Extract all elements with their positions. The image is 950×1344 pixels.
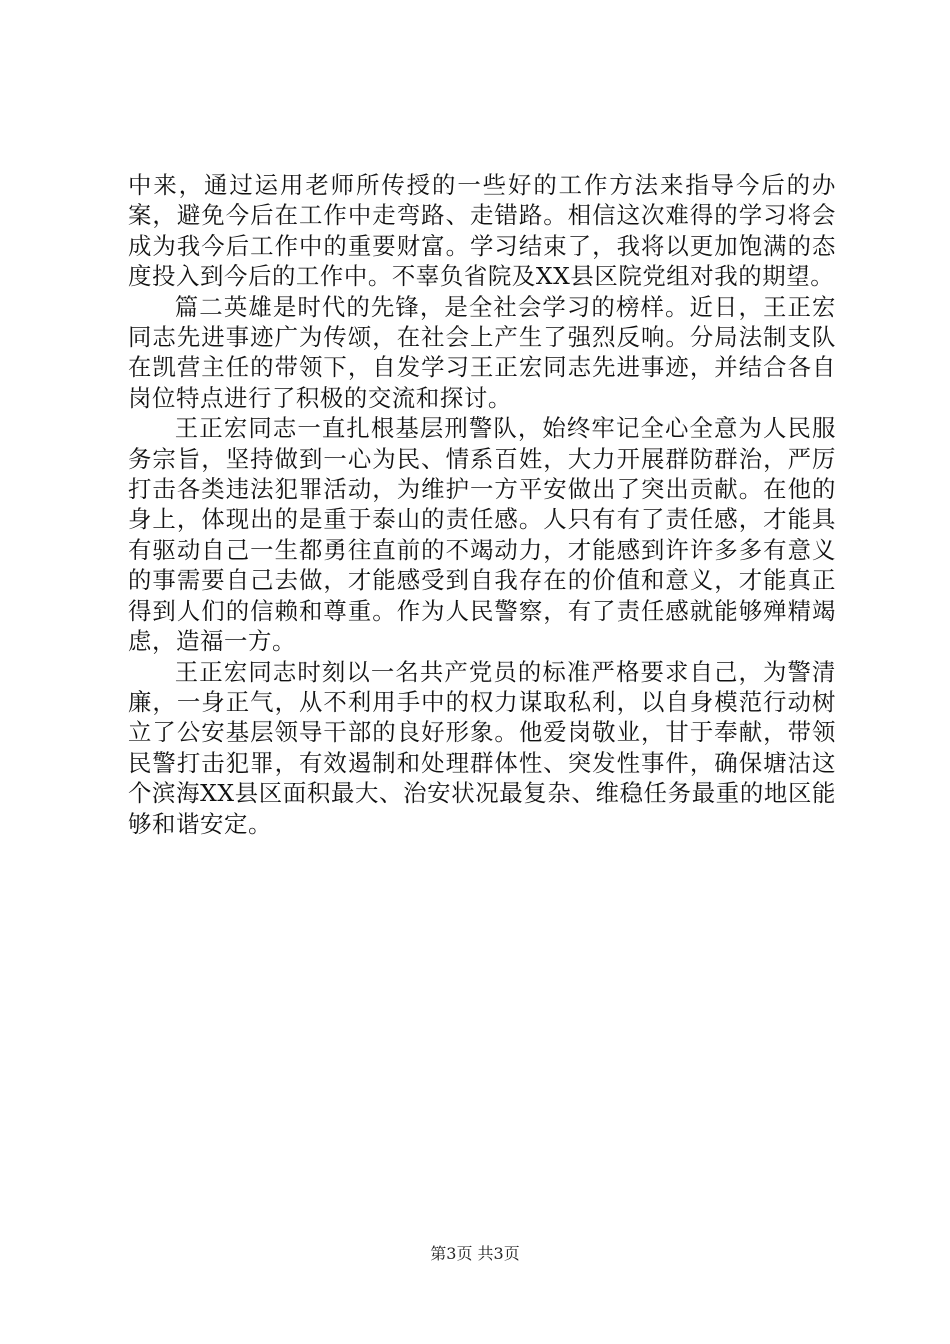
document-body bbox=[128, 170, 836, 839]
paragraph-2: 篇二英雄是时代的先锋，是全社会学习的榜样。近日，王正宏同志先进事迹广为传颂，在社会上产生了强烈反响。分局法制支队在凯营主任的带领下，自发学习王正宏同志先进事迹，并结合各自岗位特点进行了积极的交流和探讨。 bbox=[128, 292, 836, 412]
paragraph-4: 王正宏同志时刻以一名共产党员的标准严格要求自己，为警清廉，一身正气，从不利用手中的权力谋取私利，以自身模范行动树立了公安基层领导干部的良好形象。他爱岗敬业，甘于奉献，带领民警打击犯罪，有效遏制和处理群体性、突发性事件，确保塘沽这个滨海XX县区面积最大、治安状况最复杂、维稳任务最重的地区能够和谐安定。 bbox=[128, 657, 836, 838]
paragraph-3: 王正宏同志一直扎根基层刑警队，始终牢记全心全意为人民服务宗旨，坚持做到一心为民、情系百姓，大力开展群防群治，严厉打击各类违法犯罪活动，为维护一方平安做出了突出贡献。在他的身上，体现出的是重于泰山的责任感。人只有有了责任感，才能具有驱动自己一生都勇往直前的不竭动力，才能感到许许多多有意义的事需要自己去做，才能感受到自我存在的价值和意义，才能真正得到人们的信赖和尊重。作为人民警察，有了责任感就能够殚精竭虑，造福一方。 bbox=[128, 414, 836, 656]
page-number-footer: 第3页 共3页 bbox=[430, 1244, 520, 1263]
paragraph-1: 中来，通过运用老师所传授的一些好的工作方法来指导今后的办案，避免今后在工作中走弯路、走错路。相信这次难得的学习将会成为我今后工作中的重要财富。学习结束了，我将以更加饱满的态度投入到今后的工作中。不辜负省院及XX县区院党组对我的期望。 bbox=[128, 171, 836, 291]
